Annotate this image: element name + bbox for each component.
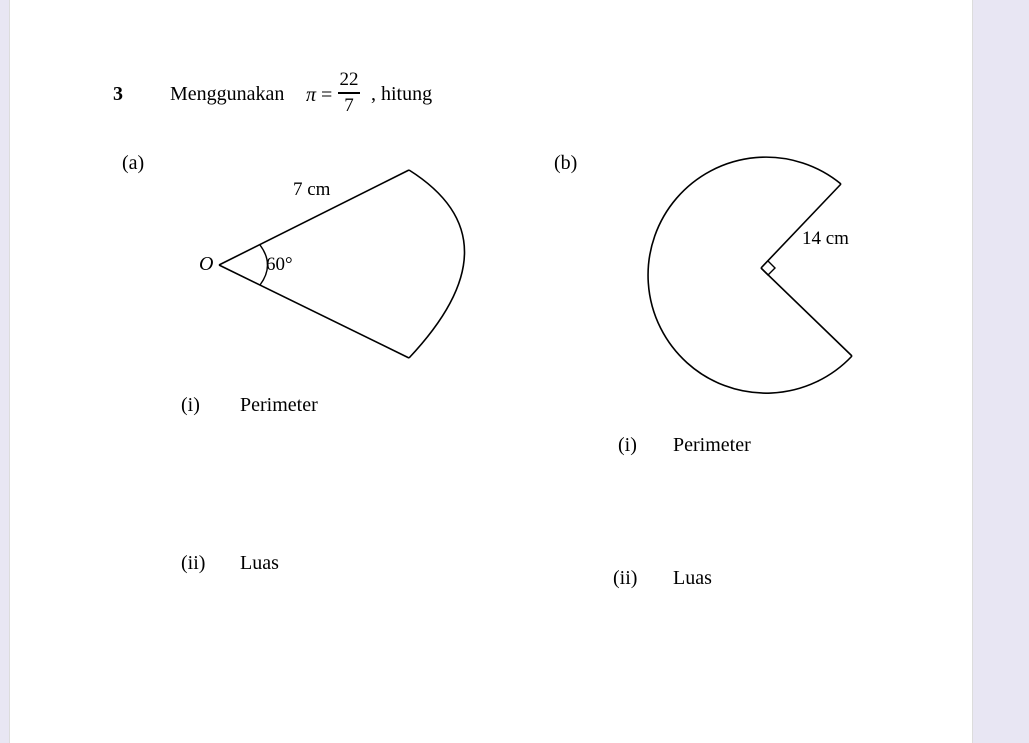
angle-a-label: 60° (266, 254, 293, 275)
radius-a-label: 7 cm (293, 179, 331, 200)
part-b-item-ii-text: Luas (673, 567, 712, 589)
part-a-item-i-numeral: (i) (181, 394, 200, 416)
viewer-left-gutter (0, 0, 9, 743)
part-b-label: (b) (554, 152, 578, 174)
pi-numerator: 22 (339, 69, 359, 90)
question-intro: Menggunakan (170, 83, 285, 105)
center-o-label: O (199, 253, 214, 275)
document-page (9, 0, 973, 743)
radius-b-label: 14 cm (802, 228, 849, 249)
sector-b-major-arc (648, 157, 852, 393)
viewer-side-panel (973, 0, 1029, 743)
part-a-item-ii-numeral: (ii) (181, 552, 206, 574)
equals-sign: = (321, 84, 333, 106)
question-intro-suffix: , hitung (371, 83, 433, 105)
part-b-item-i-numeral: (i) (618, 434, 637, 456)
sector-b-radius-bottom (761, 268, 852, 356)
part-b-item-i-text: Perimeter (673, 434, 751, 456)
part-b-item-ii-numeral: (ii) (613, 567, 638, 589)
right-angle-mark (761, 261, 775, 275)
pi-symbol: π (306, 84, 317, 106)
sector-b-radius-top (761, 184, 841, 268)
part-a-label: (a) (122, 152, 145, 174)
part-a-item-ii-text: Luas (240, 552, 279, 574)
question-number: 3 (113, 83, 123, 105)
part-a-item-i-text: Perimeter (240, 394, 318, 416)
pi-denominator: 7 (344, 94, 354, 116)
part-b-major-sector-figure (10, 0, 972, 743)
